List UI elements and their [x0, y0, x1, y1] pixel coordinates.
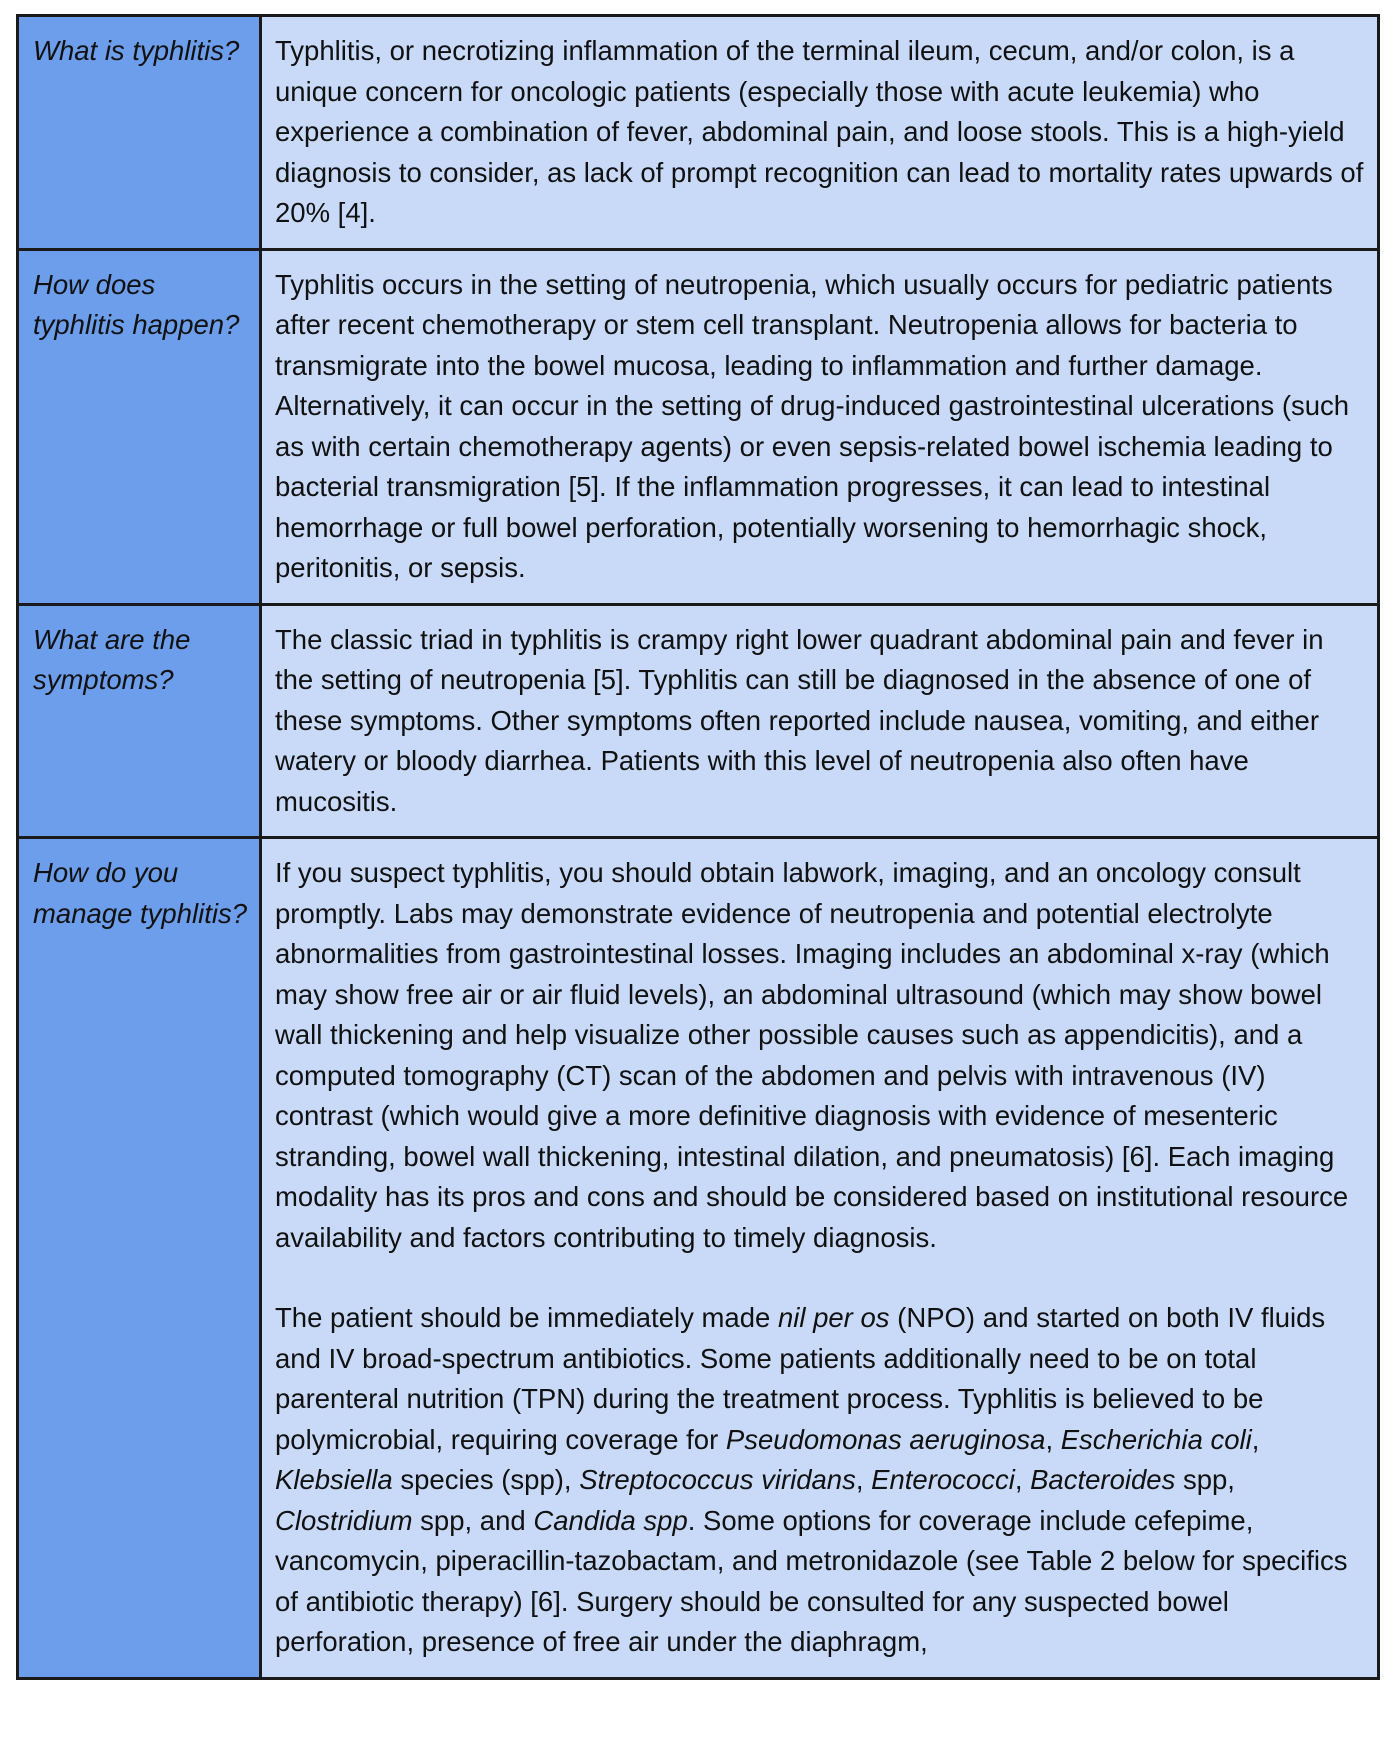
organism-name: Klebsiella: [275, 1464, 393, 1495]
answer-paragraph: [275, 265, 1365, 589]
organism-name: Escherichia coli: [1060, 1423, 1252, 1455]
answer-cell: [261, 16, 1379, 250]
answer-paragraph: [275, 853, 1365, 1258]
answer-text: ,: [1014, 1464, 1031, 1495]
answer-text: spp, and: [412, 1504, 534, 1536]
question-cell: [18, 604, 261, 838]
answer-text: If you suspect typhlitis, you should obtain labwork, imaging, and an oncology consult promptly. Labs may demonstrate evidence of neutropenia and potential electrolyte abnormalities from gastrointestinal losses. Imaging includes an abdominal x-ray (which may show free air or air fluid levels), an abdominal ultrasound (which may show bowel wall thickening and help visualize other possible causes such as appendicitis), and a computed tomography (CT) scan of the abdomen and pelvis with intravenous (IV) contrast (which would give a more definitive diagnosis with evidence of mesenteric stranding, bowel wall thickening, intestinal dilation, and pneumatosis) [6]. Each imaging modality has its pros and cons and should be considered based on institutional resource availability and factors contributing to timely diagnosis.: [275, 857, 1349, 1253]
answer-paragraph: [275, 31, 1365, 234]
question-cell: [18, 249, 261, 604]
faq-row-definition: [18, 16, 1379, 250]
answer-text: . Some options for coverage include cefepime, vancomycin, piperacillin-tazobactam, and metronidazole (see Table 2 below for specifics of antibiotic therapy) [6]. Surgery should be consulted for any suspected bowel perforation, presence of free air under the diaphragm,: [275, 1504, 1348, 1657]
faq-table-body: [18, 16, 1379, 1679]
organism-name: Bacteroides: [1030, 1464, 1176, 1495]
question-text: How do you manage typhlitis?: [33, 857, 248, 929]
latin-term: nil per os: [777, 1302, 890, 1333]
answer-text: Typhlitis occurs in the setting of neutropenia, which usually occurs for pediatric patients after recent chemotherapy or stem cell transplant. Neutropenia allows for bacteria to transmigrate into the bowel mucosa, leading to inflammation and further damage. Alternatively, it can occur in the setting of drug-induced gastrointestinal ulcerations (such as with certain chemotherapy agents) or even sepsis-related bowel ischemia leading to bacterial transmigration [5]. If the inflammation progresses, it can lead to intestinal hemorrhage or full bowel perforation, potentially worsening to hemorrhagic shock, peritonitis, or sepsis.: [275, 268, 1350, 583]
answer-cell: [261, 838, 1379, 1679]
answer-text: spp,: [1175, 1464, 1235, 1495]
organism-name: Streptococcus viridans: [579, 1464, 856, 1495]
faq-row-symptoms: [18, 604, 1379, 838]
answer-text: The patient should be immediately made: [275, 1302, 778, 1333]
faq-table: [16, 14, 1380, 1680]
question-cell: [18, 838, 261, 1679]
answer-cell: [261, 604, 1379, 838]
answer-text: ,: [855, 1464, 872, 1495]
answer-paragraph: [275, 1298, 1365, 1663]
organism-name: Enterococci: [871, 1464, 1015, 1495]
faq-row-pathophysiology: [18, 249, 1379, 604]
organism-name: Candida spp: [533, 1504, 688, 1536]
question-text: What are the symptoms?: [33, 623, 191, 695]
question-cell: [18, 16, 261, 250]
answer-text: species (spp),: [392, 1464, 580, 1495]
answer-text: (NPO) and started on both IV fluids and IV broad-spectrum antibiotics. Some patients additionally need to be on total parenteral nutrition (TPN) during the treatment process. Typhlitis is believed to be polymicrobial, requiring coverage for: [275, 1302, 1326, 1455]
question-text: What is typhlitis?: [33, 35, 240, 66]
organism-name: Pseudomonas aeruginosa: [725, 1423, 1046, 1455]
answer-cell: [261, 249, 1379, 604]
answer-text: ,: [1251, 1423, 1260, 1455]
answer-paragraph: [275, 620, 1365, 823]
answer-text: ,: [1045, 1423, 1061, 1455]
answer-text: Typhlitis, or necrotizing inflammation of the terminal ileum, cecum, and/or colon, is a unique concern for oncologic patients (especially those with acute leukemia) who experience a combination of fever, abdominal pain, and loose stools. This is a high-yield diagnosis to consider, as lack of prompt recognition can lead to mortality rates upwards of 20% [4].: [275, 35, 1364, 228]
question-text: How does typhlitis happen?: [33, 268, 240, 340]
faq-row-management: [18, 838, 1379, 1679]
organism-name: Clostridium: [275, 1504, 413, 1536]
answer-text: The classic triad in typhlitis is crampy right lower quadrant abdominal pain and fever in the setting of neutropenia [5]. Typhlitis can still be diagnosed in the absence of one of these symptoms. Other symptoms often reported include nausea, vomiting, and either watery or bloody diarrhea. Patients with this level of neutropenia also often have mucositis.: [275, 623, 1324, 817]
